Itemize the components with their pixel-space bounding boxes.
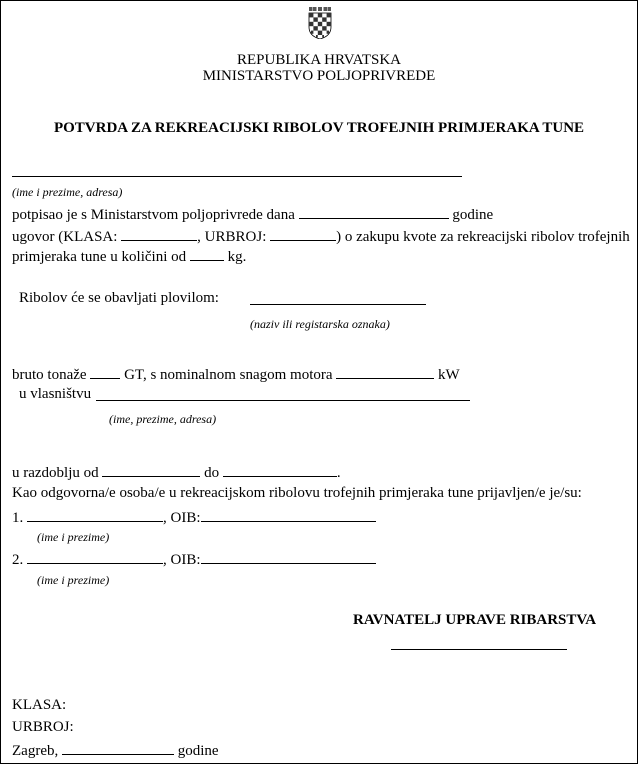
- place-label: Zagreb,: [12, 743, 59, 759]
- responsible-sentence: Kao odgovorna/e osoba/e u rekreacijskom ribolovu trofejnih primjeraka tune prijavljen/e je/su:: [12, 485, 582, 501]
- person-1-row: [12, 508, 376, 527]
- period-to-label: do: [204, 465, 220, 481]
- quota-amount-field[interactable]: [190, 247, 224, 261]
- person-1-name-field[interactable]: [27, 508, 163, 522]
- period-from-field[interactable]: [102, 463, 200, 477]
- contract-description: ) o zakupu kvote za rekreacijski ribolov trofejnih: [336, 229, 630, 245]
- signed-prefix: potpisao je s Ministarstvom poljoprivrede dana: [12, 207, 295, 223]
- person-2-oib-label: , OIB:: [163, 552, 201, 568]
- period-sentence: [12, 463, 341, 482]
- period-end: .: [336, 465, 341, 481]
- person-1-oib-label: , OIB:: [163, 510, 201, 526]
- tonnage-sentence: [12, 365, 460, 384]
- contract-sentence: [12, 227, 630, 246]
- signed-date-field[interactable]: [299, 205, 449, 219]
- signature-title: RAVNATELJ UPRAVE RIBARSTVA: [353, 612, 597, 628]
- tonnage-suffix: kW: [438, 367, 460, 383]
- document-title: POTVRDA ZA REKREACIJSKI RIBOLOV TROFEJNIH PRIMJERAKA TUNE: [53, 120, 585, 136]
- quota-prefix: primjeraka tune u količini od: [12, 249, 187, 265]
- signature-line[interactable]: [391, 649, 567, 650]
- person-1-number: 1.: [12, 510, 24, 526]
- engine-power-field[interactable]: [336, 365, 434, 379]
- quota-sentence: [12, 247, 246, 266]
- owner-hint: (ime, prezime, adresa): [109, 412, 217, 426]
- urbroj-label: URBROJ:: [12, 719, 74, 735]
- vessel-name-line[interactable]: [250, 304, 426, 305]
- klasa-label: KLASA:: [12, 697, 67, 713]
- tonnage-prefix: bruto tonaže: [12, 367, 87, 383]
- person-1-hint: (ime i prezime): [37, 530, 110, 544]
- ministry-name: MINISTARSTVO POLJOPRIVREDE: [202, 68, 436, 84]
- vessel-label: Ribolov će se obavljati plovilom:: [19, 290, 219, 306]
- quota-suffix: kg.: [227, 249, 247, 265]
- person-2-row: [12, 550, 376, 569]
- person-1-oib-field[interactable]: [201, 508, 376, 522]
- issue-date-field[interactable]: [62, 741, 174, 755]
- place-date-row: [12, 741, 219, 760]
- signed-sentence: [12, 205, 493, 224]
- country-name: REPUBLIKA HRVATSKA: [237, 52, 401, 68]
- contract-klasa-field[interactable]: [121, 227, 197, 241]
- period-to-field[interactable]: [223, 463, 337, 477]
- date-suffix: godine: [177, 743, 219, 759]
- contract-klasa-label: ugovor (KLASA:: [12, 229, 118, 245]
- tonnage-mid: GT, s nominalnom snagom motora: [124, 367, 333, 383]
- owner-label: u vlasništvu: [19, 386, 92, 402]
- name-address-line[interactable]: [12, 176, 462, 177]
- person-2-number: 2.: [12, 552, 24, 568]
- contract-urbroj-label: , URBROJ:: [197, 229, 267, 245]
- signed-suffix: godine: [452, 207, 494, 223]
- croatian-coat-of-arms-icon: [308, 7, 332, 39]
- vessel-hint: (naziv ili registarska oznaka): [250, 317, 390, 331]
- tonnage-gt-field[interactable]: [90, 365, 120, 379]
- person-2-oib-field[interactable]: [201, 550, 376, 564]
- period-from-label: u razdoblju od: [12, 465, 99, 481]
- person-2-name-field[interactable]: [27, 550, 163, 564]
- owner-line[interactable]: [96, 400, 470, 401]
- contract-urbroj-field[interactable]: [270, 227, 336, 241]
- person-2-hint: (ime i prezime): [37, 573, 110, 587]
- name-address-hint: (ime i prezime, adresa): [12, 185, 123, 199]
